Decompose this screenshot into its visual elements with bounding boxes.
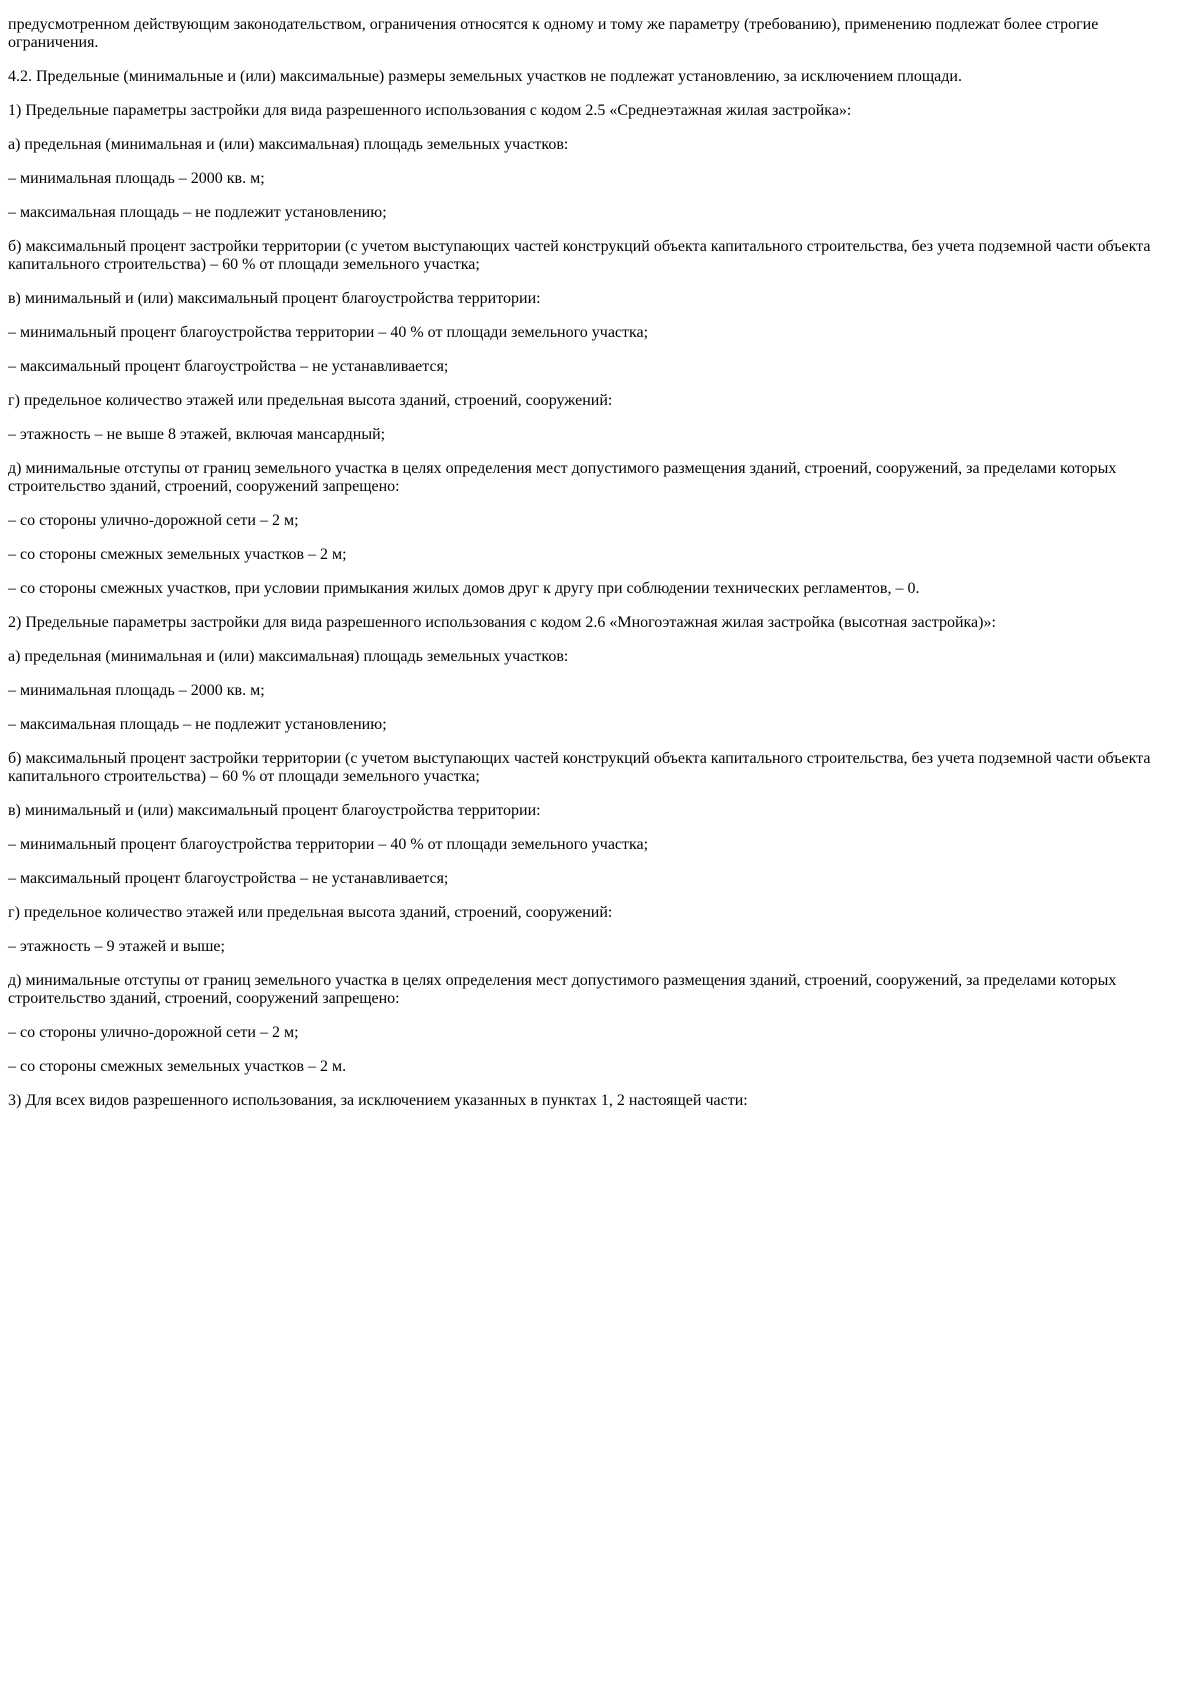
section-3 (8, 1092, 1192, 1110)
s2-line-min-landscaping: – минимальный процент благоустройства территории – 40 % от площади земельного участка; (8, 836, 649, 853)
s2-line-floors: – этажность – 9 этажей и выше; (8, 938, 225, 955)
s1-line-floors: – этажность – не выше 8 этажей, включая мансардный; (8, 426, 386, 443)
section-2-heading: 2) Предельные параметры застройки для вида разрешенного использования с кодом 2.6 «Многоэтажная жилая застройка (высотная застройка)»: (8, 614, 996, 631)
s2-line-min-area: – минимальная площадь – 2000 кв. м; (8, 682, 265, 699)
s2-line-b: б) максимальный процент застройки территории (с учетом выступающих частей конструкций объекта капитального строительства, без учета подземной части объекта капитального строительства) – 60 % от площади земельного участка; (8, 750, 1151, 785)
s2-line-d: д) минимальные отступы от границ земельного участка в целях определения мест допустимого размещения зданий, строений, сооружений, за пределами которых строительство зданий, строений, сооружений запрещено: (8, 972, 1117, 1007)
s2-line-g: г) предельное количество этажей или предельная высота зданий, строений, сооружений: (8, 904, 613, 921)
s1-line-max-area: – максимальная площадь – не подлежит установлению; (8, 204, 387, 221)
s2-line-v: в) минимальный и (или) максимальный процент благоустройства территории: (8, 802, 541, 819)
s1-line-max-landscaping: – максимальный процент благоустройства – не устанавливается; (8, 358, 449, 375)
s1-line-d: д) минимальные отступы от границ земельного участка в целях определения мест допустимого размещения зданий, строений, сооружений, за пределами которых строительство зданий, строений, сооружений запрещено: (8, 460, 1117, 495)
document-page (8, 16, 1192, 1110)
s1-line-a: а) предельная (минимальная и (или) максимальная) площадь земельных участков: (8, 136, 569, 153)
clause-4-2: 4.2. Предельные (минимальные и (или) максимальные) размеры земельных участков не подлежат установлению, за исключением площади. (8, 68, 962, 85)
section-1 (8, 102, 1192, 598)
section-1-heading: 1) Предельные параметры застройки для вида разрешенного использования с кодом 2.5 «Среднеэтажная жилая застройка»: (8, 102, 852, 119)
section-2 (8, 614, 1192, 1076)
s1-line-attached-setback: – со стороны смежных участков, при условии примыкания жилых домов друг к другу при соблюдении технических регламентов, – 0. (8, 580, 920, 597)
document-body (8, 16, 1192, 1110)
s1-line-min-area: – минимальная площадь – 2000 кв. м; (8, 170, 265, 187)
s2-line-max-area: – максимальная площадь – не подлежит установлению; (8, 716, 387, 733)
s1-line-min-landscaping: – минимальный процент благоустройства территории – 40 % от площади земельного участка; (8, 324, 649, 341)
section-3-heading: 3) Для всех видов разрешенного использования, за исключением указанных в пунктах 1, 2 настоящей части: (8, 1092, 748, 1109)
s1-line-adjacent-setback: – со стороны смежных земельных участков – 2 м; (8, 546, 347, 563)
s1-line-road-setback: – со стороны улично-дорожной сети – 2 м; (8, 512, 299, 529)
s1-line-v: в) минимальный и (или) максимальный процент благоустройства территории: (8, 290, 541, 307)
s2-line-adjacent-setback: – со стороны смежных земельных участков – 2 м. (8, 1058, 347, 1075)
s2-line-road-setback: – со стороны улично-дорожной сети – 2 м; (8, 1024, 299, 1041)
intro-paragraph: предусмотренном действующим законодательством, ограничения относятся к одному и тому же параметру (требованию), применению подлежат более строгие ограничения. (8, 16, 1099, 51)
s1-line-b: б) максимальный процент застройки территории (с учетом выступающих частей конструкций объекта капитального строительства, без учета подземной части объекта капитального строительства) – 60 % от площади земельного участка; (8, 238, 1151, 273)
s2-line-max-landscaping: – максимальный процент благоустройства – не устанавливается; (8, 870, 449, 887)
s1-line-g: г) предельное количество этажей или предельная высота зданий, строений, сооружений: (8, 392, 613, 409)
s2-line-a: а) предельная (минимальная и (или) максимальная) площадь земельных участков: (8, 648, 569, 665)
